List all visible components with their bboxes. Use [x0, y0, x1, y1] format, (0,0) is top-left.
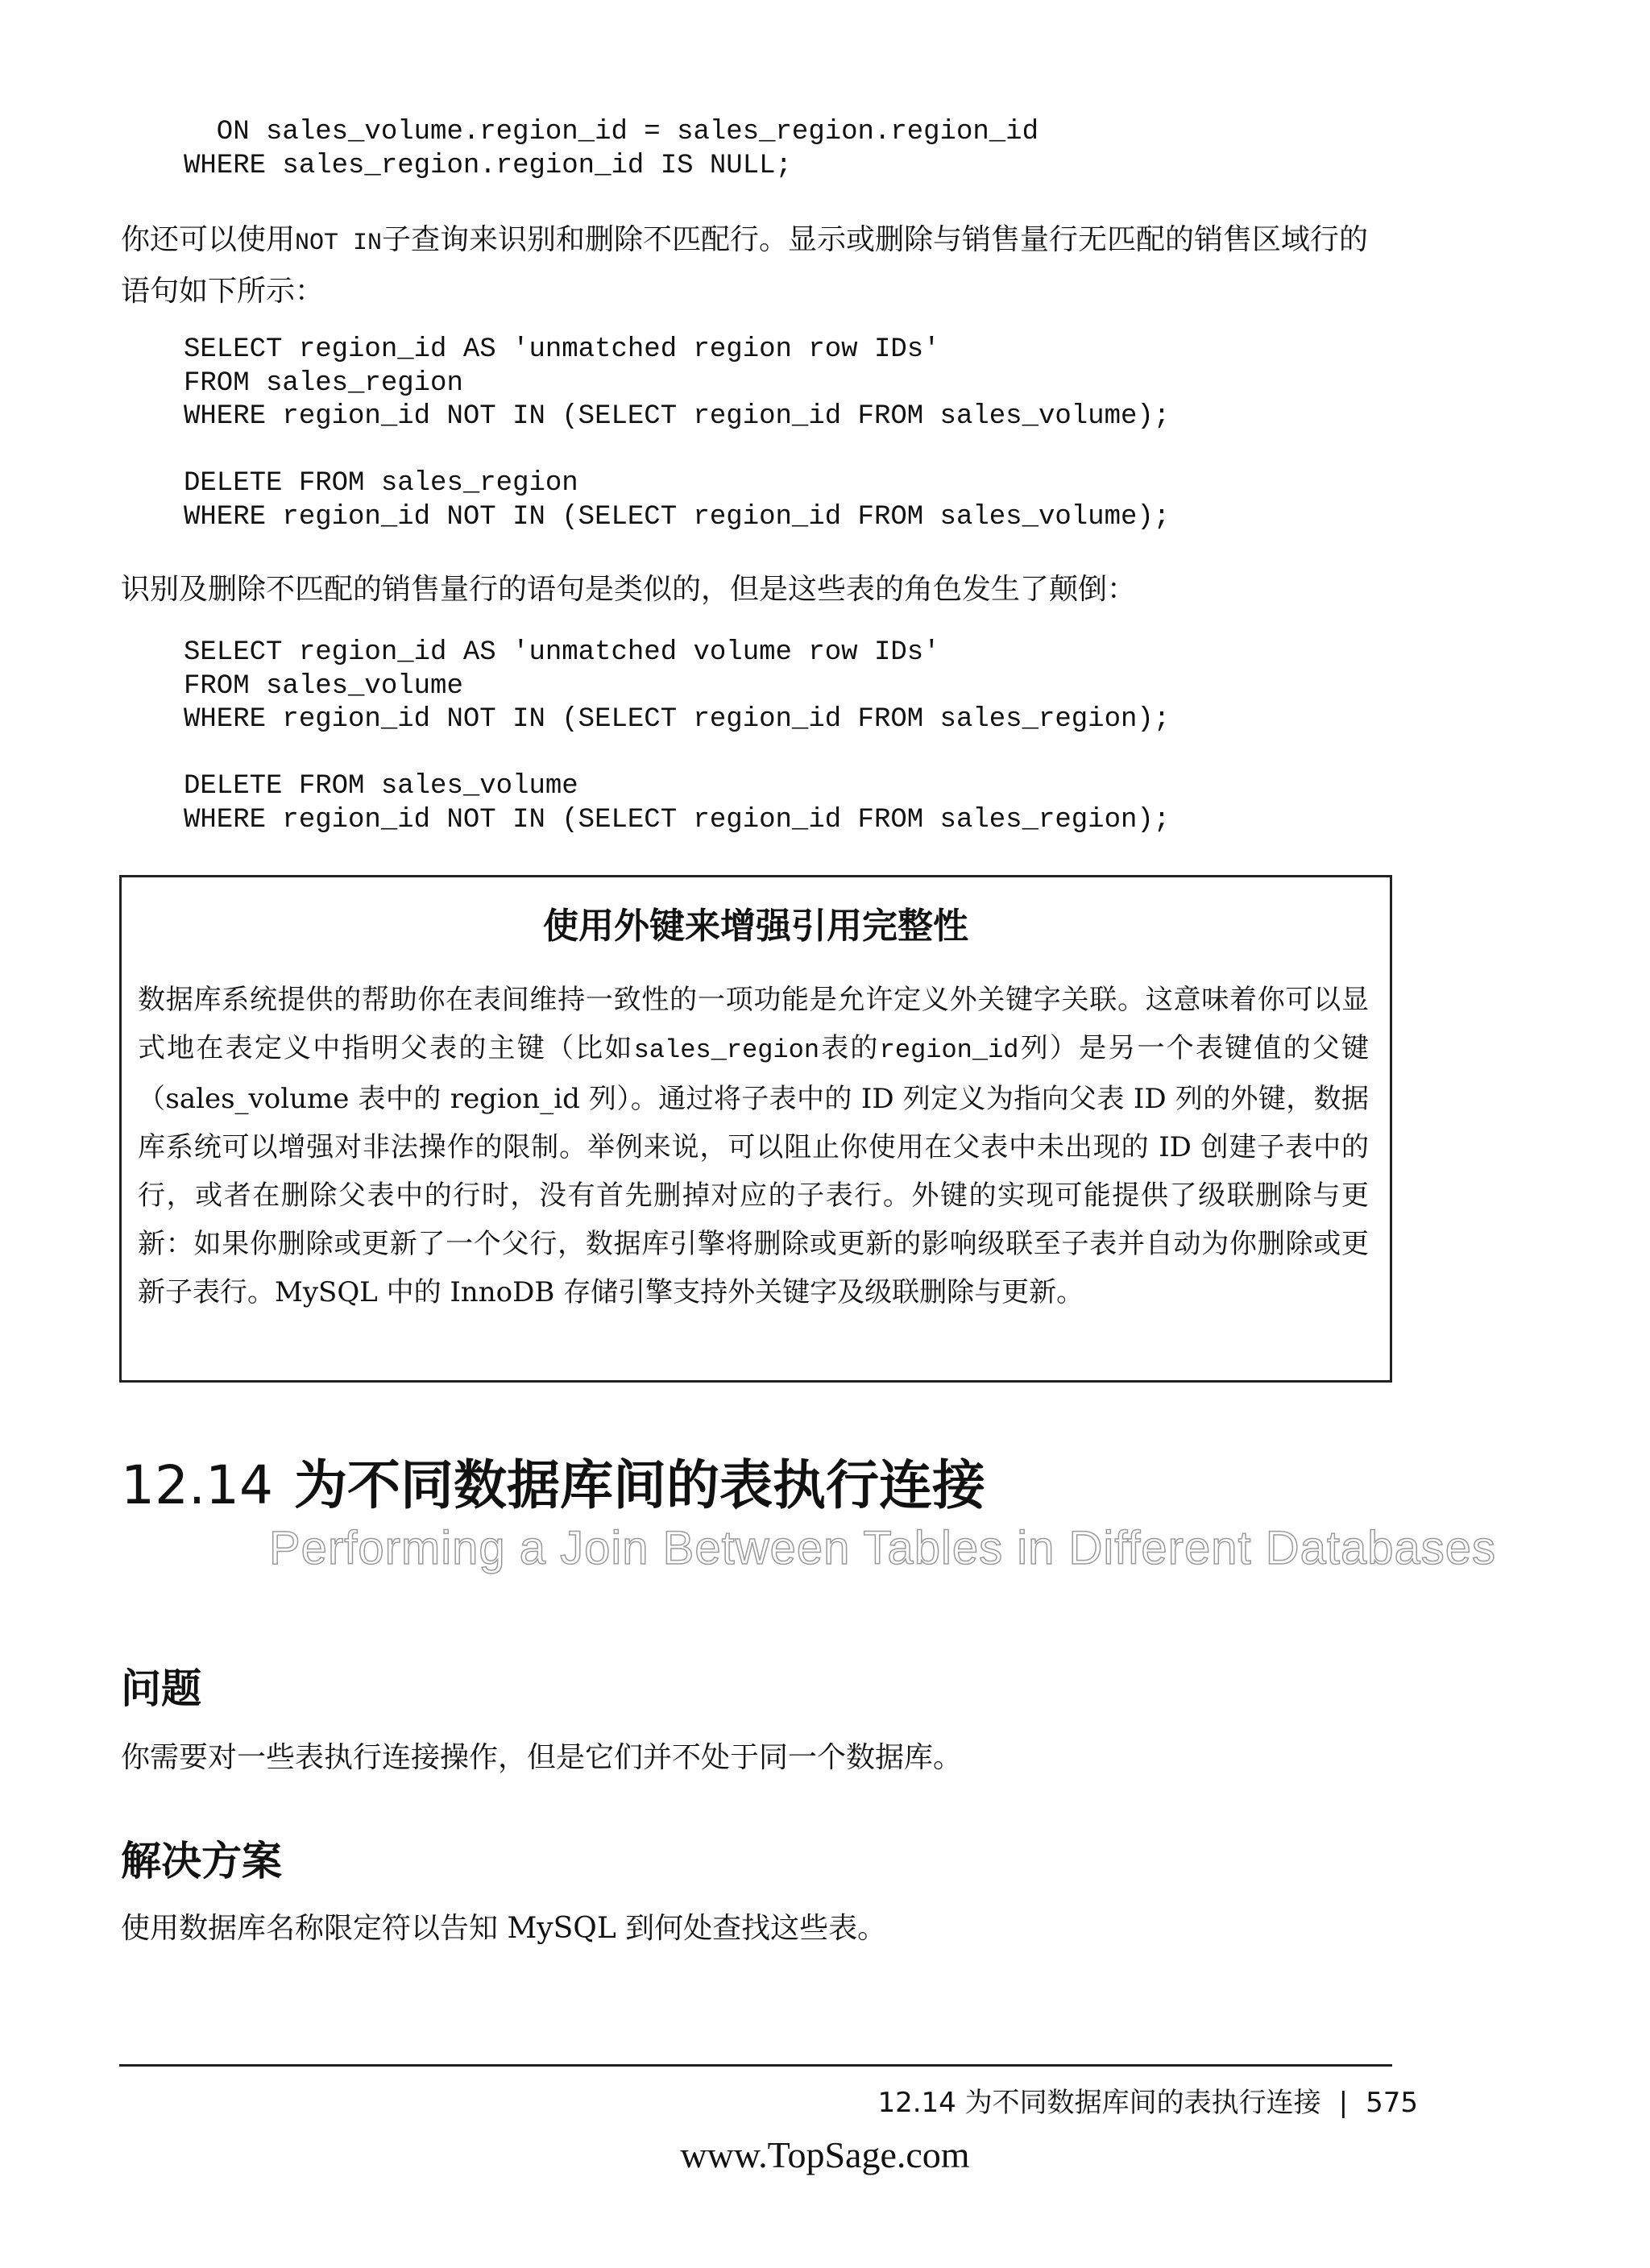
section-heading [121, 1442, 985, 1519]
note-code: sales_region [633, 1035, 820, 1065]
note-text: 列）是另一个表键值的父键（sales_volume 表中的 region_id 列）。通过将子表中的 ID 列定义为指向父表 ID 列的外键，数据库系统可以增强对非法操作的限制。举例来说，可以阻止你使用在父表中未出现的 ID 创建子表中的行，或者在删除父表中的行时，没有首先删掉对应的子表行。外键的实现可能提供了级联删除与更新：如果你删除或更新了一个父行，数据库引擎将删除或更新的影响级联至子表并自动为你删除或更新子表行。MySQL 中的 InnoDB 存储引擎支持外关键字及级联删除与更新。 [138, 1032, 1370, 1308]
solution-heading: 解决方案 [121, 1838, 282, 1884]
inline-code: NOT IN [295, 230, 383, 257]
watermark-url: www.TopSage.com [680, 2134, 970, 2175]
paragraph-reverse: 识别及删除不匹配的销售量行的语句是类似的，但是这些表的角色发生了颠倒： [121, 573, 1137, 606]
note-title: 使用外键来增强引用完整性 [543, 906, 968, 947]
footer-rule [119, 2064, 1392, 2067]
problem-heading: 问题 [121, 1665, 201, 1712]
code-block-1: ON sales_volume.region_id = sales_region.region_id WHERE sales_region.region_id IS NULL; [184, 117, 1039, 181]
note-text: 表的 [819, 1032, 880, 1064]
running-footer [877, 2080, 1418, 2120]
sidebar-note [119, 875, 1392, 1383]
section-number: 12.14 [121, 1454, 273, 1516]
section-subtitle: Performing a Join Between Tables in Different Databases [269, 1522, 1497, 1574]
paragraph-text: 子查询来识别和删除不匹配行。显示或删除与销售量行无匹配的销售区域行的语句如下所示： [121, 223, 1369, 308]
footer-separator: | [1338, 2087, 1349, 2119]
solution-text: 使用数据库名称限定符以告知 MySQL 到何处查找这些表。 [121, 1912, 887, 1945]
note-text: 数据库系统提供的帮助你在表间维持一致性的一项功能是允许定义外关键字关联。这意味着你可以显式地在表定义中指明父表的主键（比如 [138, 984, 1369, 1064]
problem-text: 你需要对一些表执行连接操作，但是它们并不处于同一个数据库。 [121, 1741, 963, 1774]
note-code: region_id [879, 1035, 1019, 1065]
code-block-3: SELECT region_id AS 'unmatched volume row IDs' FROM sales_volume WHERE region_id NOT IN (SELECT region_id FROM sales_region); DELETE FROM sales_volume WHERE region_id NOT IN (SELECT region_id FROM sales_region); [184, 637, 1171, 835]
code-block-2: SELECT region_id AS 'unmatched region row IDs' FROM sales_region WHERE region_id NOT IN (SELECT region_id FROM sales_volume); DELETE FROM sales_region WHERE region_id NOT IN (SELECT region_id FROM sales_volume); [184, 334, 1171, 533]
note-body [138, 976, 1369, 1316]
paragraph-not-in [121, 216, 1394, 316]
section-title: 为不同数据库间的表执行连接 [293, 1454, 985, 1516]
paragraph-text: 你还可以使用 [121, 223, 296, 256]
footer-section-label: 12.14 为不同数据库间的表执行连接 [877, 2087, 1321, 2119]
page-number: 575 [1366, 2087, 1418, 2119]
